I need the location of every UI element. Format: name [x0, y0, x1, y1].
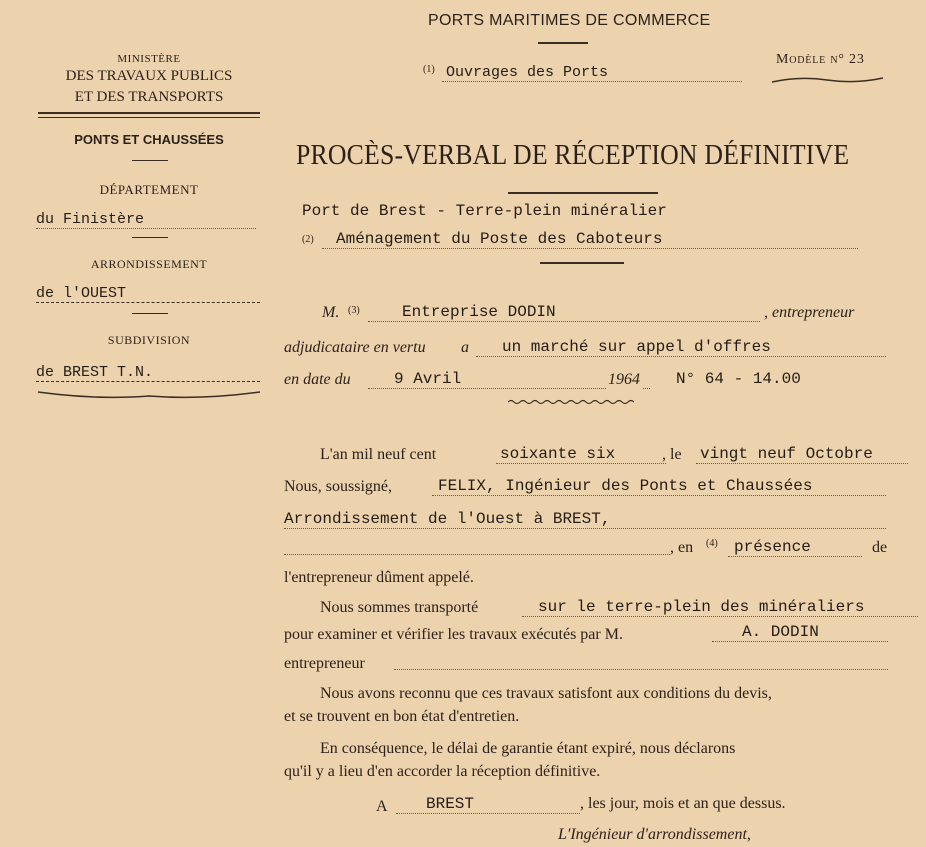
divider	[132, 237, 168, 238]
transporte-label: Nous sommes transporté	[320, 599, 479, 616]
footnote-marker: (4)	[706, 538, 718, 549]
divider	[132, 313, 168, 314]
arrondissement-value: de l'OUEST	[36, 285, 260, 303]
consequence-line2: qu'il y a lieu d'en accorder la réception définitive.	[284, 763, 601, 780]
ministere-line1: MINISTÈRE	[117, 53, 181, 65]
examiner-text: pour examiner et vérifier les travaux exécutés par M.	[284, 626, 623, 643]
en-date-label: en date du	[284, 371, 351, 388]
place-field: BREST	[396, 795, 580, 814]
date-field: 9 Avril	[368, 370, 650, 389]
day-words-field: vingt neuf Octobre	[696, 445, 908, 464]
nous-label: Nous, soussigné,	[284, 478, 393, 495]
modele-label: Modèle n° 23	[776, 52, 865, 67]
sidebar-rule	[38, 117, 260, 118]
footnote-marker: (2)	[302, 234, 314, 245]
footnote-marker: (3)	[348, 305, 360, 316]
subject-line1: Port de Brest - Terre-plein minéralier	[302, 202, 667, 220]
le-label: , le	[662, 446, 682, 463]
subdivision-label: SUBDIVISION	[107, 333, 191, 347]
ouvrages-field: Ouvrages des Ports	[442, 64, 742, 82]
divider	[508, 192, 658, 194]
engineer-field-line2: Arrondissement de l'Ouest à BREST,	[284, 510, 886, 529]
a-label: a	[461, 339, 469, 356]
divider	[540, 262, 624, 264]
blank-line	[284, 553, 670, 555]
consequence-line1: En conséquence, le délai de garantie étant expiré, nous déclarons	[320, 740, 736, 757]
subdivision-value: de BREST T.N.	[36, 364, 260, 382]
contractor-short-field: A. DODIN	[712, 623, 888, 642]
de-label: de	[872, 539, 888, 556]
ports-heading: PORTS MARITIMES DE COMMERCE	[428, 12, 711, 29]
blank-line	[394, 668, 888, 670]
divider	[132, 160, 168, 161]
footnote-marker: (1)	[423, 64, 435, 75]
lieu-field: sur le terre-plein des minéraliers	[522, 598, 918, 617]
departement-label: DÉPARTEMENT	[99, 182, 199, 197]
ponts-heading: PONTS ET CHAUSSÉES	[74, 132, 224, 147]
sidebar-rule	[38, 112, 260, 114]
adjudicataire-label: adjudicataire en vertu	[284, 339, 426, 356]
page-title: PROCÈS-VERBAL DE RÉCEPTION DÉFINITIVE	[296, 140, 850, 171]
contractor-field: Entreprise DODIN	[368, 303, 760, 322]
an-label: L'an mil neuf cent	[320, 446, 437, 463]
a-place-label: A	[376, 798, 388, 815]
departement-value: du Finistère	[36, 211, 256, 229]
jour-text: , les jour, mois et an que dessus.	[580, 795, 786, 812]
engineer-field: FELIX, Ingénieur des Ponts et Chaussées	[432, 477, 886, 496]
signature-label: L'Ingénieur d'arrondissement,	[558, 826, 751, 843]
entrepreneur-line-label: entrepreneur	[284, 655, 365, 672]
presence-field: présence	[728, 538, 862, 557]
ministere-line3: ET DES TRANSPORTS	[74, 89, 224, 105]
arrondissement-label: ARRONDISSEMENT	[90, 257, 208, 271]
scroll-ornament	[36, 388, 262, 404]
marche-field: un marché sur appel d'offres	[476, 338, 886, 357]
appelle-text: l'entrepreneur dûment appelé.	[284, 569, 474, 586]
year-words-field: soixante six	[496, 445, 666, 464]
divider	[538, 42, 588, 44]
reconnu-line2: et se trouvent en bon état d'entretien.	[284, 708, 520, 725]
subject-line2: Aménagement du Poste des Caboteurs	[322, 230, 858, 249]
wavy-divider	[508, 398, 634, 406]
contract-number: N° 64 - 14.00	[676, 370, 801, 388]
en-label: , en	[670, 539, 694, 556]
reconnu-line1: Nous avons reconnu que ces travaux satisfont aux conditions du devis,	[320, 685, 772, 702]
ministere-line2: DES TRAVAUX PUBLICS	[65, 68, 233, 84]
swash-ornament	[770, 74, 885, 86]
entrepreneur-label: , entrepreneur	[764, 304, 855, 321]
year-field: 1964	[608, 371, 640, 388]
m-label: M.	[322, 304, 340, 321]
